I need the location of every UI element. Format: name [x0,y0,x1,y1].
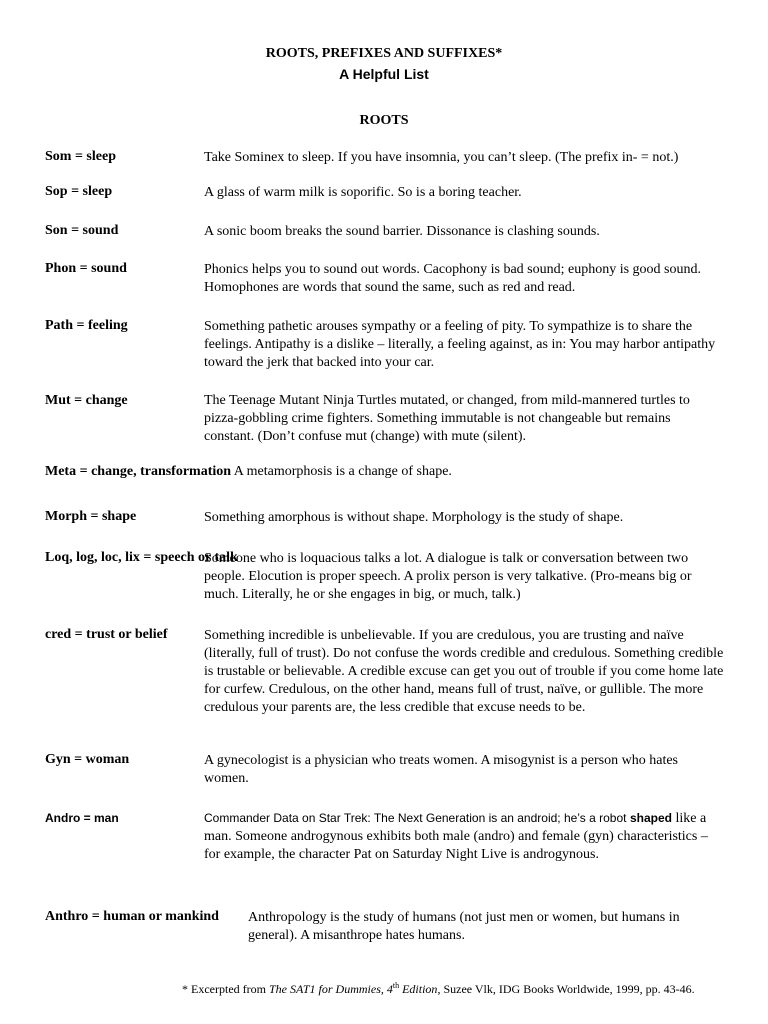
page-subtitle: A Helpful List [339,66,429,82]
footnote-sup: th [392,981,400,990]
definition-andro [204,809,724,864]
definition-anthro: Anthropology is the study of humans (not just men or women, but humans in general). A misanthrope hates humans. [248,910,680,943]
term-phon: Phon = sound [45,261,127,276]
term-anthro: Anthro = human or mankind [45,909,219,924]
footnote-rest: , Suzee Vlk, IDG Books Worldwide, 1999, pp. 43-46. [437,982,695,996]
definition-phon: Phonics helps you to sound out words. Cacophony is bad sound; euphony is good sound. Homophones are words that sound the same, such as red and read. [204,262,701,295]
definition-andro-sans: Commander Data on Star Trek: The Next Generation is an android; he’s a robot [204,811,627,825]
definition-mut: The Teenage Mutant Ninja Turtles mutated, or changed, from mild-mannered turtles to pizza-gobbling crime fighters. Something immutable is not changeable but remains constant. (Don’t confuse mut (change) with mute (silent). [204,393,690,444]
term-mut: Mut = change [45,393,128,408]
definition-son: A sonic boom breaks the sound barrier. Dissonance is clashing sounds. [204,224,600,239]
term-loq: Loq, log, loc, lix = speech or talk [45,550,238,565]
definition-path: Something pathetic arouses sympathy or a feeling of pity. To sympathize is to share the feelings. Antipathy is a dislike – literally, a feeling against, as in: You may harbor antipathy toward the jerk that backed into your car. [204,319,716,370]
entry-meta [45,463,452,481]
term-morph: Morph = shape [45,509,137,524]
page-title: ROOTS, PREFIXES AND SUFFIXES* [265,46,503,61]
term-son: Son = sound [45,223,119,238]
footnote [182,981,695,997]
footnote-prefix: * Excerpted from [182,982,269,996]
definition-andro-bold: shaped [629,811,672,825]
term-som: Som = sleep [45,149,116,164]
term-meta: Meta = change, transformation [45,464,232,479]
footnote-edition: Edition [399,982,438,996]
term-cred: cred = trust or belief [45,627,168,642]
footnote-book: The SAT1 for Dummies, 4 [268,982,393,996]
definition-cred: Something incredible is unbelievable. If you are credulous, you are trusting and naïve (literally, full of trust). Do not confuse the words credible and credulous. Something credible is trustable or believable. A credible excuse can get you out of trouble if you come home late for curfew. Credulous, on the other hand, means full of trust, naïve, or gullible. The more credulous your parents are, the less credible that excuse needs to be. [204,628,724,715]
definition-andro-rest: like a man. Someone androgynous exhibits both male (andro) and female (gyn) characteristics – for example, the character Pat on Saturday Night Live is androgynous. [204,811,708,862]
definition-meta: A metamorphosis is a change of shape. [233,464,452,479]
definition-gyn: A gynecologist is a physician who treats women. A misogynist is a person who hates women. [204,753,679,786]
definition-som: Take Sominex to sleep. If you have insomnia, you can’t sleep. (The prefix in- = not.) [204,150,679,165]
definition-sop: A glass of warm milk is soporific. So is a boring teacher. [204,185,522,200]
definition-loq: Someone who is loquacious talks a lot. A dialogue is talk or conversation between two people. Elocution is proper speech. A prolix person is very talkative. (Pro-means big or much. Literally, he or she engages in big, or much, talk.) [204,551,692,602]
term-gyn: Gyn = woman [45,752,130,767]
term-path: Path = feeling [45,318,128,333]
term-andro: Andro = man [45,811,119,825]
term-sop: Sop = sleep [45,184,113,199]
definition-morph: Something amorphous is without shape. Morphology is the study of shape. [204,510,624,525]
section-heading: ROOTS [359,113,409,128]
